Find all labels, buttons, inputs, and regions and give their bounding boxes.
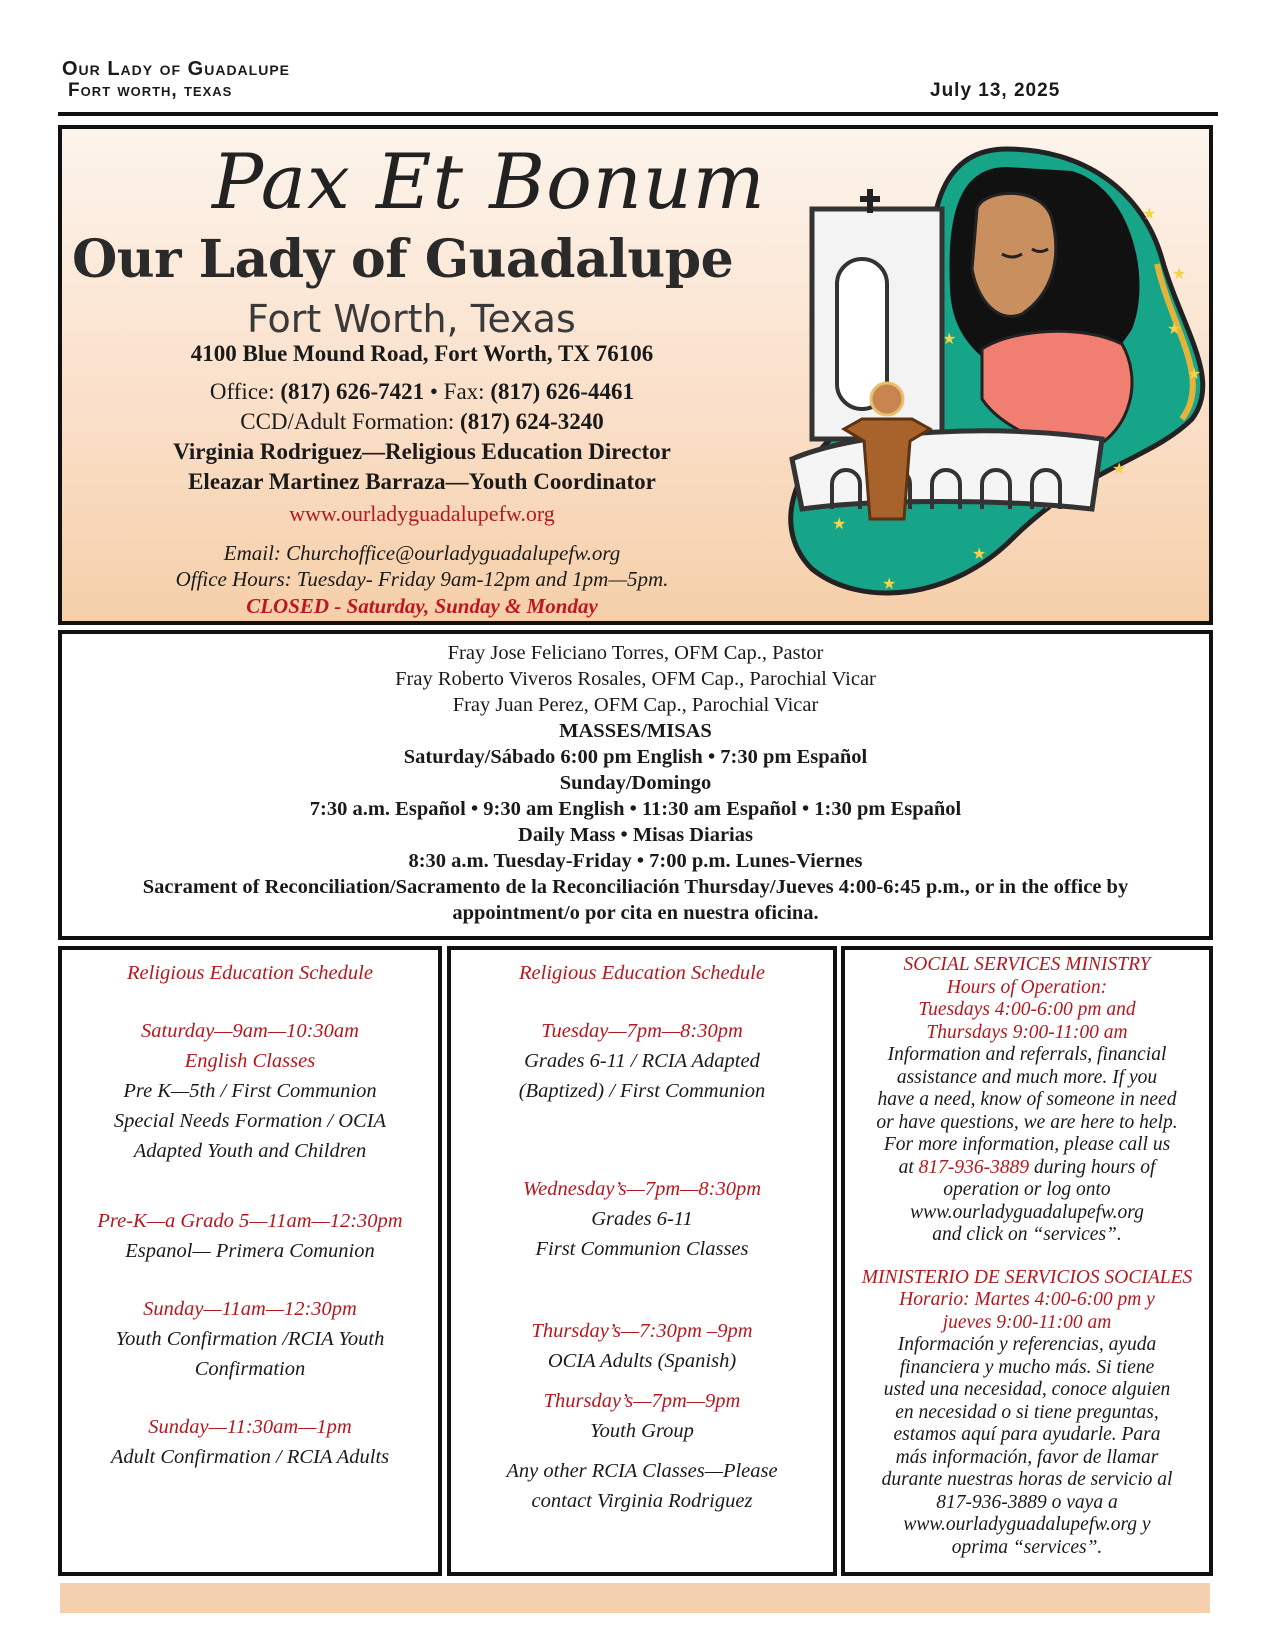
svg-text:★: ★ xyxy=(1187,364,1202,383)
religious-ed-director: Virginia Rodriguez—Religious Education Director xyxy=(173,439,671,464)
svg-text:★: ★ xyxy=(1172,264,1187,283)
office-hours: Office Hours: Tuesday- Friday 9am-12pm and 1pm—5pm. xyxy=(175,567,669,591)
thursday-youth-time: Thursday’s—7pm—9pm xyxy=(543,1390,741,1412)
col2-title: Religious Education Schedule xyxy=(519,962,765,984)
bulletin-date: July 13, 2025 xyxy=(930,80,1061,101)
ss-en-title: SOCIAL SERVICES MINISTRY xyxy=(903,954,1151,975)
clergy-pastor: Fray Jose Feliciano Torres, OFM Cap., Pastor xyxy=(447,642,824,664)
ss-en-body-3: have a need, know of someone in need xyxy=(877,1089,1177,1110)
social-services-ministry xyxy=(841,946,1213,1576)
ss-es-body-5: estamos aquí para ayudarle. Para xyxy=(893,1424,1161,1445)
sunday-youth-line-1: Youth Confirmation /RCIA Youth xyxy=(115,1328,385,1350)
header-parish-name: Our Lady of Guadalupe xyxy=(62,58,290,80)
parish-website-link[interactable]: www.ourladyguadalupefw.org xyxy=(289,501,555,526)
svg-text:★: ★ xyxy=(942,329,957,348)
clergy-and-masses-box xyxy=(58,630,1213,940)
ss-en-body-7: operation or log onto xyxy=(943,1179,1111,1200)
ccd-phone[interactable]: (817) 624-3240 xyxy=(460,409,604,434)
ss-en-at: at xyxy=(898,1156,919,1178)
religious-ed-schedule-weekend xyxy=(58,946,442,1576)
ss-es-body-10: oprima “services”. xyxy=(951,1536,1103,1558)
ss-en-body-5: For more information, please call us xyxy=(883,1134,1171,1155)
ss-en-body-1: Information and referrals, financial xyxy=(887,1044,1167,1065)
parish-email[interactable]: Email: Churchoffice@ourladyguadalupefw.org xyxy=(223,541,621,565)
prek-spanish-line: Espanol— Primera Comunion xyxy=(125,1240,375,1262)
ss-es-title: MINISTERIO DE SERVICIOS SOCIALES xyxy=(861,1266,1193,1288)
saturday-line-3: Adapted Youth and Children xyxy=(133,1140,367,1162)
ss-es-body-7: durante nuestras horas de servicio al xyxy=(881,1469,1173,1490)
parish-header xyxy=(62,58,290,102)
sunday-youth-line-2: Confirmation xyxy=(194,1358,306,1380)
youth-coordinator: Eleazar Martinez Barraza—Youth Coordinator xyxy=(188,469,656,494)
thursday-ocia-time: Thursday’s—7:30pm –9pm xyxy=(531,1320,753,1342)
ccd-label: CCD/Adult Formation: xyxy=(240,409,461,434)
header-divider xyxy=(58,112,1218,116)
footer-bar xyxy=(60,1583,1210,1613)
ss-es-body-8: 817-936-3889 o vaya a xyxy=(936,1491,1118,1513)
svg-text:★: ★ xyxy=(882,574,897,593)
svg-text:★: ★ xyxy=(1142,204,1157,223)
svg-text:★: ★ xyxy=(972,544,987,563)
ss-en-body-9: and click on “services”. xyxy=(932,1224,1122,1245)
ss-es-website[interactable]: www.ourladyguadalupefw.org y xyxy=(903,1514,1151,1535)
wednesday-time: Wednesday’s—7pm—8:30pm xyxy=(522,1178,762,1200)
office-phone-line xyxy=(62,379,782,405)
ss-en-hours-label: Hours of Operation: xyxy=(946,976,1108,998)
clergy-vicar-2: Fray Juan Perez, OFM Cap., Parochial Vicar xyxy=(452,694,819,716)
fax-label: • Fax: xyxy=(424,379,491,404)
clergy-vicar-1: Fray Roberto Viveros Rosales, OFM Cap., Parochial Vicar xyxy=(395,668,876,690)
ss-en-hours-1: Tuesdays 4:00-6:00 pm and xyxy=(918,999,1136,1020)
ss-es-body-6: más información, favor de llamar xyxy=(895,1446,1159,1468)
tuesday-time: Tuesday—7pm—8:30pm xyxy=(541,1020,743,1042)
saturday-time: Saturday—9am—10:30am xyxy=(141,1020,359,1042)
office-phone[interactable]: (817) 626-7421 xyxy=(280,379,425,404)
ss-es-hours-2: jueves 9:00-11:00 am xyxy=(942,1311,1112,1333)
wednesday-line-1: Grades 6-11 xyxy=(591,1208,693,1230)
daily-mass-heading: Daily Mass • Misas Diarias xyxy=(518,824,753,846)
sunday-adult-line: Adult Confirmation / RCIA Adults xyxy=(110,1446,390,1468)
ss-es-hours-1: Horario: Martes 4:00-6:00 pm y xyxy=(899,1289,1155,1310)
saturday-line-1: Pre K—5th / First Communion xyxy=(123,1080,377,1102)
ss-phone[interactable]: 817-936-3889 xyxy=(918,1156,1030,1178)
guadalupe-mission-art-icon xyxy=(752,129,1213,625)
other-rcia-line-2: contact Virginia Rodriguez xyxy=(531,1490,753,1512)
thursday-youth-line: Youth Group xyxy=(590,1420,694,1442)
saturday-line-2: Special Needs Formation / OCIA xyxy=(113,1110,387,1132)
sunday-masses: 7:30 a.m. Español • 9:30 am English • 11:30 am Español • 1:30 pm Español xyxy=(309,798,962,820)
ss-en-body-4: or have questions, we are here to help. xyxy=(876,1111,1178,1133)
wednesday-line-2: First Communion Classes xyxy=(535,1238,749,1260)
office-label: Office: xyxy=(209,379,281,404)
ss-en-during: during hours of xyxy=(1029,1156,1156,1178)
closed-days: CLOSED - Saturday, Sunday & Monday xyxy=(246,594,598,618)
ss-es-body-4: en necesidad o si tiene preguntas, xyxy=(895,1401,1159,1423)
parish-address: 4100 Blue Mound Road, Fort Worth, TX 76106 xyxy=(190,341,654,366)
religious-ed-schedule-weekday xyxy=(447,946,837,1576)
sunday-heading: Sunday/Domingo xyxy=(559,772,712,794)
parish-city: Fort Worth, Texas xyxy=(247,297,576,341)
thursday-ocia-line: OCIA Adults (Spanish) xyxy=(547,1350,737,1372)
sunday-youth-time: Sunday—11am—12:30pm xyxy=(143,1298,357,1320)
script-title: Pax Et Bonum xyxy=(212,137,766,226)
parish-banner xyxy=(58,125,1213,625)
prek-spanish-time: Pre-K—a Grado 5—11am—12:30pm xyxy=(97,1210,403,1232)
sunday-adult-time: Sunday—11:30am—1pm xyxy=(148,1416,352,1438)
col1-title: Religious Education Schedule xyxy=(127,962,373,984)
tuesday-line-2: (Baptized) / First Communion xyxy=(518,1080,766,1102)
other-rcia-line-1: Any other RCIA Classes—Please xyxy=(506,1460,778,1482)
header-city: Fort worth, texas xyxy=(68,80,233,101)
daily-masses: 8:30 a.m. Tuesday-Friday • 7:00 p.m. Lunes-Viernes xyxy=(408,850,863,872)
svg-text:★: ★ xyxy=(832,514,847,533)
reconciliation-schedule: Sacrament of Reconciliation/Sacramento de la Reconciliación Thursday/Jueves 4:00-6:45 p.m., or in the office by appointment/o por cita en nuestra oficina. xyxy=(142,876,1129,924)
fax-phone: (817) 626-4461 xyxy=(490,379,635,404)
parish-name-title: Our Lady of Guadalupe xyxy=(72,229,734,290)
ss-en-body-6 xyxy=(845,1157,1209,1180)
tuesday-line-1: Grades 6-11 / RCIA Adapted xyxy=(524,1050,760,1072)
ccd-phone-line xyxy=(62,409,782,435)
ss-es-body-2: financiera y mucho más. Si tiene xyxy=(899,1356,1155,1378)
ss-en-website[interactable]: www.ourladyguadalupefw.org xyxy=(910,1201,1144,1223)
ss-es-body-3: usted una necesidad, conoce alguien xyxy=(883,1379,1171,1400)
svg-text:★: ★ xyxy=(1112,459,1127,478)
ss-es-body-1: Información y referencias, ayuda xyxy=(897,1334,1157,1355)
saturday-masses: Saturday/Sábado 6:00 pm English • 7:30 pm Español xyxy=(403,746,868,768)
ss-en-hours-2: Thursdays 9:00-11:00 am xyxy=(926,1021,1128,1043)
svg-text:★: ★ xyxy=(1167,319,1182,338)
english-classes-label: English Classes xyxy=(184,1050,316,1072)
ss-en-body-2: assistance and much more. If you xyxy=(896,1066,1158,1088)
masses-heading: MASSES/MISAS xyxy=(559,720,712,742)
